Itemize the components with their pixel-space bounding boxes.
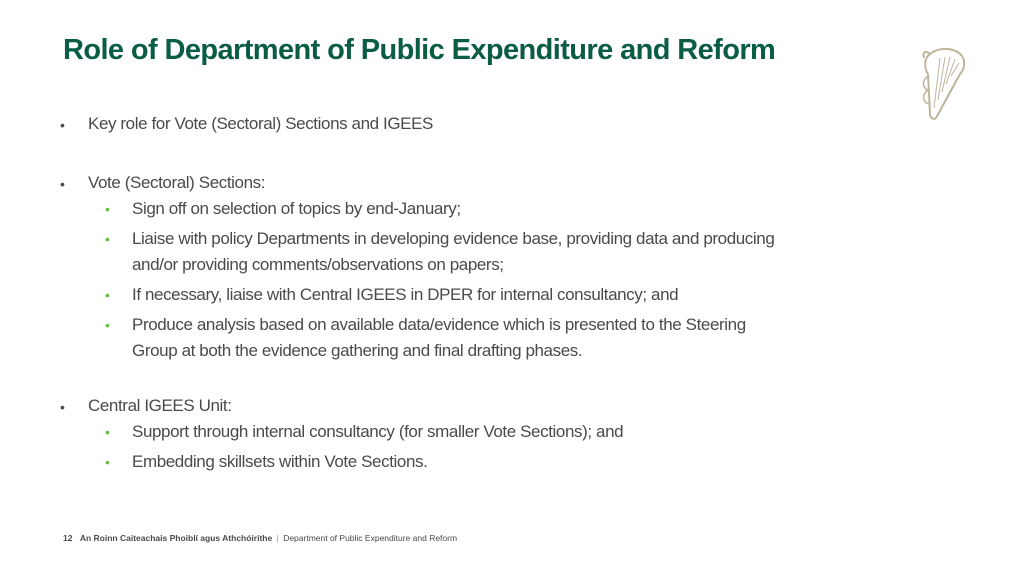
sub-bullet-marker: • <box>105 287 110 303</box>
department-name-irish: An Roinn Caiteachais Phoiblí agus Athchóirithe <box>79 533 273 543</box>
department-name-english: Department of Public Expenditure and Reform <box>283 533 458 543</box>
sub-bullet-text: Embedding skillsets within Vote Sections. <box>132 452 428 471</box>
bullet-marker: • <box>60 117 65 133</box>
sub-bullet <box>105 312 780 364</box>
sub-bullet-marker: • <box>105 201 110 217</box>
sub-bullet-text: Support through internal consultancy (for smaller Vote Sections); and <box>132 422 624 441</box>
sub-bullet-text: Sign off on selection of topics by end-January; <box>132 199 461 218</box>
bullet-central-igees <box>60 394 780 419</box>
sub-bullet-text: If necessary, liaise with Central IGEES in DPER for internal consultancy; and <box>132 285 679 304</box>
bullet-text: Central IGEES Unit: <box>88 396 232 415</box>
slide-title: Role of Department of Public Expenditure and Reform <box>63 34 776 66</box>
sub-bullet <box>105 282 780 308</box>
slide-body <box>60 112 780 479</box>
bullet-key-role <box>60 112 780 137</box>
page-number: 12 <box>63 533 73 543</box>
bullet-marker: • <box>60 176 65 192</box>
footer-separator: | <box>276 533 279 543</box>
bullet-text: Key role for Vote (Sectoral) Sections and IGEES <box>88 114 433 133</box>
sub-bullet <box>105 196 780 222</box>
harp-icon <box>916 44 970 124</box>
sub-bullet-text: Produce analysis based on available data/evidence which is presented to the Steering Group at both the evidence gathering and final drafting phases. <box>132 315 746 360</box>
sub-bullet <box>105 449 780 475</box>
sub-bullet-marker: • <box>105 424 110 440</box>
bullet-vote-sections <box>60 171 780 196</box>
bullet-text: Vote (Sectoral) Sections: <box>88 173 266 192</box>
sub-bullet <box>105 226 780 278</box>
sub-bullet-text: Liaise with policy Departments in developing evidence base, providing data and producing and/or providing comments/observations on papers; <box>132 229 775 274</box>
bullet-marker: • <box>60 399 65 415</box>
sub-bullet-marker: • <box>105 317 110 333</box>
slide-footer <box>63 533 457 543</box>
sub-bullet-marker: • <box>105 454 110 470</box>
sub-bullet-marker: • <box>105 231 110 247</box>
sub-bullet <box>105 419 780 445</box>
